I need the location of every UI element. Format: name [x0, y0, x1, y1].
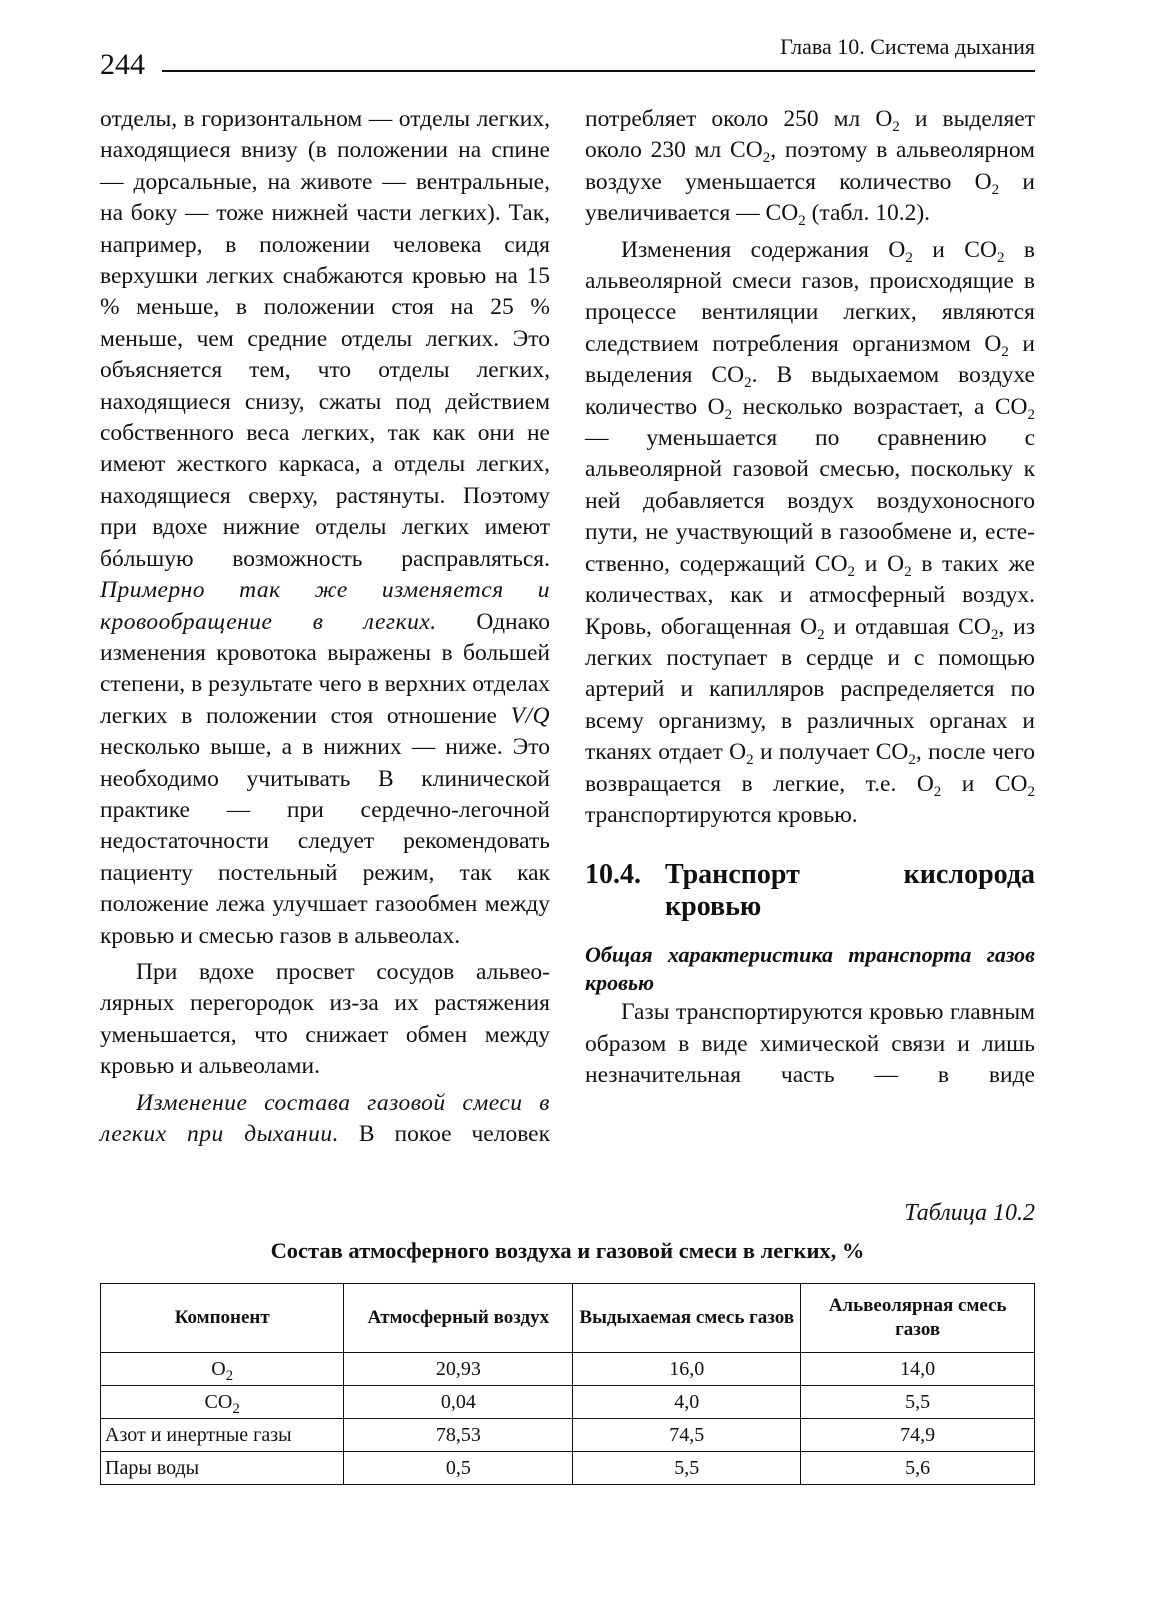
value-cell: 0,04 — [344, 1386, 573, 1419]
column-header: Компонент — [101, 1284, 344, 1353]
right-paragraph-2: Изменения содержания $O_2$ и $CO_2$ в альвеолярной смеси газов, происходящие в процессе вентиляции легких, являются следствием потребления организмом $O_2$ и выделения $CO_2$. В выдыхаемом воздухе количество $O_2$ несколько возрастает, а $CO_2$ — уменьшается по сравнению с альвеолярной газовой смесью, поскольку к ней добавляется воздух воздухоносного пути, не участвующий в газообмене и, естественно, содержащий $CO_2$ и $O_2$ в таких же количествах, как и атмосферный воздух. Кровь, обогащенная $O_2$ и отдавшая $CO_2$, из легких поступает в сердце и с помощью артерий и капилляров распределяется по всему организму, в различных органах и тканях отдает $O_2$ и получает $CO_2$, после чего возвращается в легкие, т.е. $O_2$ и $CO_2$ транспортируются кровью. — [585, 236, 1036, 828]
column-header: Атмосферный воздух — [344, 1284, 573, 1353]
subsection-heading: Общая характеристика транспорта газов кровью — [585, 942, 1035, 996]
page-header — [100, 34, 1035, 84]
chapter-title: Глава 10. Система дыхания — [780, 34, 1035, 59]
composition-table — [100, 1283, 1035, 1485]
value-cell: 74,9 — [801, 1419, 1035, 1452]
component-cell: Пары воды — [101, 1452, 344, 1485]
left-column — [100, 104, 550, 1150]
paragraph-lead: Изменение состава газовой смеси в легких при дыхании. — [100, 1089, 550, 1147]
value-cell: 0,5 — [344, 1452, 573, 1485]
table-header-row — [101, 1284, 1035, 1353]
component-cell: $O_2$ — [101, 1353, 344, 1386]
section-heading — [585, 859, 1035, 923]
table-row — [101, 1452, 1035, 1485]
left-paragraph-2: При вдохе просвет сосудов альвеолярных перегородок из-за их растяжения уменьшается, что снижает обмен между кровью и альвеолами. — [100, 958, 550, 1080]
section-title: Транспорт кислорода кровью — [665, 859, 1035, 923]
value-cell: 78,53 — [344, 1419, 573, 1452]
right-paragraph-1: потребляет около 250 мл $O_2$ и выделяет около 230 мл $CO_2$, поэтому в альвеолярном воздухе уменьшается количество $O_2$ и увеличивается — $CO_2$ (табл. 10.2). — [585, 106, 1036, 230]
value-cell: 5,5 — [801, 1386, 1035, 1419]
value-cell: 14,0 — [801, 1353, 1035, 1386]
left-paragraph-3: Изменение состава газовой смеси в легких при дыхании. В покое человек — [100, 1089, 551, 1147]
header-rule — [162, 70, 1035, 72]
right-paragraph-3: Газы транспортируются кровью главным образом в виде химической связи и лишь незначительная часть — в виде — [585, 999, 1035, 1089]
component-cell: $CO_2$ — [101, 1386, 344, 1419]
table-title: Состав атмосферного воздуха и газовой смеси в легких, % — [270, 1238, 865, 1263]
value-cell: 5,6 — [801, 1452, 1035, 1485]
column-header: Выдыхаемая смесь газов — [573, 1284, 801, 1353]
section-number: 10.4. — [585, 859, 641, 891]
table-row — [101, 1386, 1035, 1419]
table-label: Таблица 10.2 — [904, 1200, 1035, 1226]
italic-emphasis: Примерно так же изменяется и кровообращение в легких. — [100, 577, 550, 635]
table-row — [101, 1419, 1035, 1452]
column-header: Альвеолярная смесь газов — [801, 1284, 1035, 1353]
right-column — [585, 104, 1035, 1092]
component-cell: Азот и инертные газы — [101, 1419, 344, 1452]
value-cell: 20,93 — [344, 1353, 573, 1386]
value-cell: 16,0 — [573, 1353, 801, 1386]
vq-ratio: V/Q — [510, 702, 550, 729]
left-paragraph-1: отделы, в горизонтальном — отделы легких, находящиеся внизу (в положении на спине — дорсальные, на животе — вентральные, на боку — тоже нижней части легких). Так, например, в положении человека сидя верхушки легких снабжаются кровью на 15 % меньше, в положении стоя на 25 % меньше, чем средние отделы легких. Это объясняется тем, что отделы легких, находящиеся снизу, сжаты под действием собственного веса легких, так как они не имеют жесткого каркаса, а отделы легких, находящиеся сверху, растянуты. Поэтому при вдохе нижние отделы легких имеют бóльшую возможность расправляться. Примерно так же изменяется и кровообращение в легких. Однако изменения кровотока выражены в большей степени, в результате чего в верхних отделах легких в положении стоя отношение V/Q несколько выше, а в нижних — ниже. Это необходимо учитывать В клинической практике — при сердечно-легочной недостаточности следует рекомендовать пациенту постельный режим, так как положение лежа улучшает газообмен между кровью и смесью газов в альвеолах. — [100, 106, 551, 949]
table-row — [101, 1353, 1035, 1386]
value-cell: 74,5 — [573, 1419, 801, 1452]
page-number: 244 — [100, 48, 145, 81]
value-cell: 4,0 — [573, 1386, 801, 1419]
value-cell: 5,5 — [573, 1452, 801, 1485]
